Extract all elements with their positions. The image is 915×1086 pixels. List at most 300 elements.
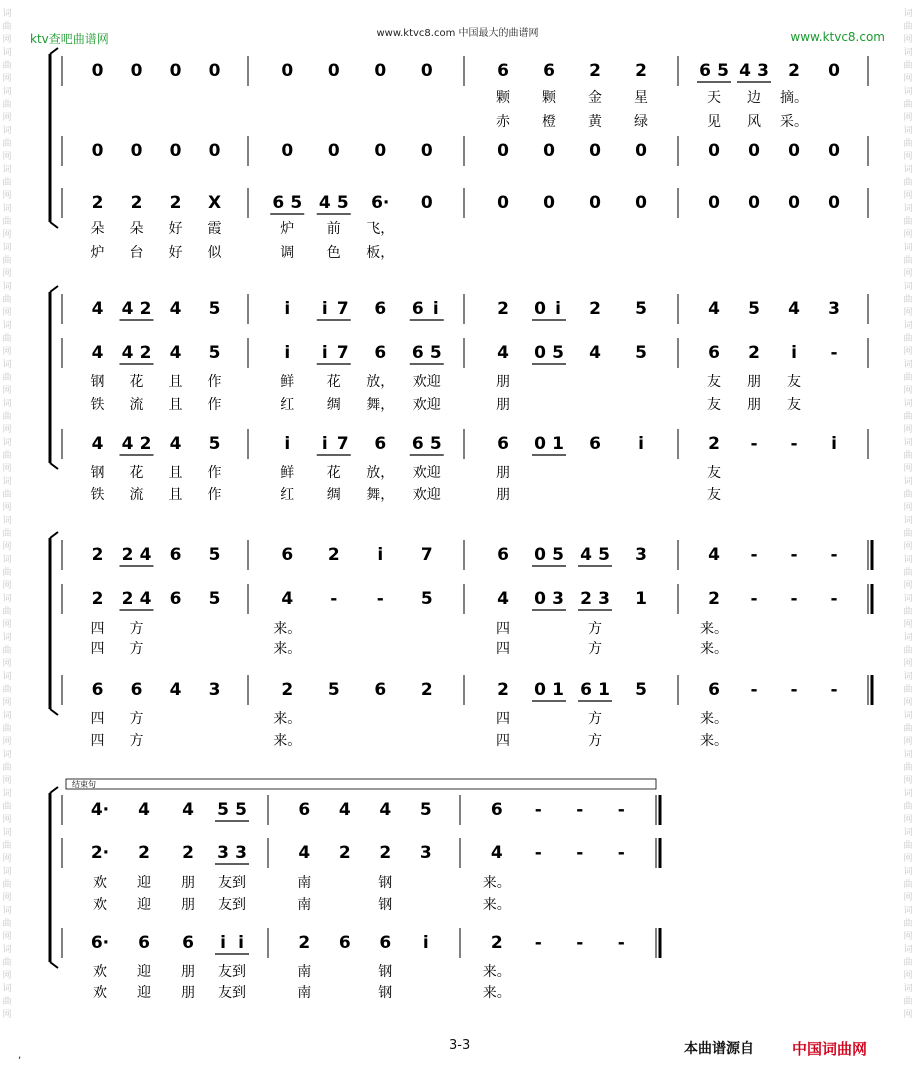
note: 2 — [139, 343, 152, 363]
note: - — [534, 933, 542, 953]
watermark-char: 词 — [903, 633, 913, 643]
watermark-char: 词 — [903, 750, 913, 760]
watermark-char: 网 — [2, 542, 12, 552]
lyric-char: 欢迎 — [412, 374, 441, 390]
source-brand[interactable]: 中国词曲网 — [792, 1040, 868, 1058]
watermark-char: 词 — [903, 516, 913, 526]
lyric-char: 友到 — [218, 897, 246, 913]
watermark-char: 词 — [903, 711, 913, 721]
note: - — [750, 680, 758, 700]
lyric-char: 迎 — [137, 897, 151, 913]
lyric-char: 好 — [168, 245, 183, 261]
watermark-char: 词 — [903, 789, 913, 799]
note: 5 — [748, 299, 760, 319]
lyric-char: 鲜 — [280, 465, 295, 481]
watermark-char: 网 — [903, 620, 913, 630]
note: 3 — [217, 843, 229, 863]
note: 4 — [121, 299, 134, 319]
note: 6 — [543, 61, 555, 81]
lyric-char: 花 — [129, 465, 144, 481]
watermark-char: 词 — [2, 867, 12, 877]
note: 0 — [169, 61, 182, 81]
note: - — [750, 589, 758, 609]
watermark-char: 词 — [2, 438, 12, 448]
note: 0 — [281, 141, 294, 161]
lyric-char: 来。 — [700, 733, 728, 749]
note: 0 — [708, 141, 720, 161]
watermark-char: 网 — [2, 74, 12, 84]
lyric-char: 板， — [366, 245, 395, 261]
coda-bracket — [66, 779, 656, 789]
lyric-char: 天 — [707, 90, 721, 106]
note: 2 — [635, 61, 647, 81]
watermark-char: 词 — [903, 48, 913, 58]
note: 6 — [272, 193, 285, 213]
note: 6 — [497, 545, 509, 565]
watermark-char: 曲 — [2, 841, 12, 851]
note: - — [750, 545, 758, 565]
watermark-char: 词 — [903, 984, 913, 994]
note: 3 — [757, 61, 769, 81]
lyric-char: 来。 — [482, 964, 511, 980]
note: 2 — [91, 193, 104, 213]
lyric-char: 且 — [168, 374, 183, 390]
watermark-char: 曲 — [2, 607, 12, 617]
watermark-char: 网 — [2, 971, 12, 981]
note: 4 — [91, 434, 104, 454]
watermark-char: 曲 — [2, 412, 12, 422]
watermark-char: 网 — [2, 347, 12, 357]
watermark-char: 网 — [903, 425, 913, 435]
system-brace-bottom — [50, 962, 58, 968]
note: i — [422, 933, 429, 953]
lyric-char: 钢 — [90, 465, 105, 481]
note: 2 — [580, 589, 592, 609]
note: 6 — [580, 680, 592, 700]
lyric-char: 摘。 — [780, 90, 808, 106]
watermark-char: 曲 — [2, 568, 12, 578]
lyric-char: 放， — [366, 374, 395, 390]
lyric-char: 友到 — [218, 875, 246, 891]
watermark-char: 词 — [2, 9, 12, 19]
note: i — [321, 434, 328, 454]
note: 6 — [169, 545, 182, 565]
note: - — [576, 800, 584, 820]
lyric-char: 流 — [129, 397, 144, 413]
note: 0 — [589, 193, 601, 213]
lyric-char: 友 — [707, 374, 721, 390]
lyric-char: 方 — [588, 733, 602, 749]
note: 5 — [290, 193, 303, 213]
lyric-char: 绸 — [326, 397, 341, 413]
lyric-char: 舞， — [366, 487, 395, 503]
watermark-char: 曲 — [2, 919, 12, 929]
watermark-char: 曲 — [2, 802, 12, 812]
lyric-char: 作 — [207, 487, 222, 503]
note: i — [555, 299, 561, 319]
note: i — [432, 299, 439, 319]
note: 0 — [543, 193, 555, 213]
watermark-char: 网 — [2, 269, 12, 279]
note: 2 — [130, 193, 143, 213]
note: - — [576, 933, 584, 953]
lyric-char: 友到 — [218, 985, 246, 1001]
lyric-char: 南 — [297, 875, 312, 891]
note: 6 — [374, 680, 387, 700]
lyric-char: 来。 — [273, 733, 302, 749]
watermark-char: 词 — [903, 945, 913, 955]
lyric-char: 绿 — [634, 114, 648, 130]
lyric-char: 方 — [129, 711, 144, 727]
lyric-char: 且 — [168, 397, 183, 413]
watermark-char: 曲 — [903, 880, 913, 890]
watermark-char: 词 — [2, 321, 12, 331]
watermark-char: 网 — [903, 698, 913, 708]
note: 4 — [589, 343, 601, 363]
watermark-char: 词 — [2, 165, 12, 175]
watermark-char: 曲 — [903, 997, 913, 1007]
note: 5 — [552, 343, 564, 363]
watermark-char: 曲 — [903, 373, 913, 383]
note: 5 — [635, 680, 647, 700]
note: 0 — [327, 61, 340, 81]
watermark-char: 网 — [2, 698, 12, 708]
watermark-char: 网 — [2, 1010, 12, 1020]
watermark-char: 曲 — [903, 802, 913, 812]
note: 6 — [589, 434, 601, 454]
watermark-char: 网 — [903, 659, 913, 669]
note: 6· — [90, 933, 110, 953]
lyric-char: 方 — [588, 711, 602, 727]
note: - — [790, 589, 798, 609]
lyric-char: 友到 — [218, 964, 246, 980]
watermark-char: 曲 — [2, 256, 12, 266]
note: 4 — [182, 800, 194, 820]
note: 0 — [374, 141, 387, 161]
note: 2· — [90, 843, 110, 863]
note: 5 — [552, 545, 564, 565]
note: 0 — [543, 141, 555, 161]
watermark-char: 词 — [2, 984, 12, 994]
lyric-char: 四 — [496, 733, 510, 749]
watermark-char: 曲 — [903, 490, 913, 500]
lyric-char: 绸 — [326, 487, 341, 503]
watermark-char: 曲 — [903, 763, 913, 773]
note: 5 — [235, 800, 247, 820]
watermark-char: 词 — [2, 750, 12, 760]
note: 2 — [338, 843, 351, 863]
watermark-char: 词 — [2, 828, 12, 838]
note: 2 — [420, 680, 433, 700]
watermark-char: 词 — [903, 828, 913, 838]
watermark-char: 曲 — [903, 256, 913, 266]
lyric-char: 飞， — [366, 221, 395, 237]
lyric-char: 四 — [496, 641, 510, 657]
note: 2 — [91, 545, 104, 565]
watermark-char: 网 — [903, 776, 913, 786]
note: 4 — [139, 589, 152, 609]
lyric-char: 欢迎 — [412, 397, 441, 413]
note: 1 — [552, 680, 564, 700]
system-brace-bottom — [50, 463, 58, 469]
watermark-char: 词 — [2, 516, 12, 526]
watermark-char: 网 — [903, 386, 913, 396]
watermark-char: 网 — [903, 230, 913, 240]
lyric-char: 四 — [496, 711, 510, 727]
lyric-char: 作 — [207, 397, 222, 413]
lyric-char: 欢 — [93, 897, 107, 913]
lyric-char: 钢 — [378, 875, 393, 891]
note: 0 — [534, 299, 546, 319]
note: 0 — [708, 193, 720, 213]
note: 7 — [336, 299, 349, 319]
note: 5 — [208, 545, 221, 565]
watermark-char: 网 — [903, 971, 913, 981]
lyric-char: 方 — [588, 621, 602, 637]
note: 4· — [90, 800, 110, 820]
note: 0 — [635, 193, 647, 213]
note: - — [617, 800, 625, 820]
watermark-char: 曲 — [903, 412, 913, 422]
lyric-char: 四 — [90, 621, 105, 637]
note: 0 — [534, 545, 546, 565]
watermark-char: 网 — [903, 503, 913, 513]
lyric-char: 四 — [90, 711, 105, 727]
watermark-char: 网 — [903, 74, 913, 84]
note: 0 — [534, 434, 546, 454]
lyric-char: 南 — [297, 985, 312, 1001]
note: 0 — [374, 61, 387, 81]
note: 2 — [121, 589, 134, 609]
watermark-char: 网 — [903, 854, 913, 864]
note: 6 — [411, 299, 424, 319]
watermark-char: 网 — [903, 737, 913, 747]
note: 5 — [717, 61, 729, 81]
lyric-char: 好 — [168, 221, 183, 237]
note: 3 — [235, 843, 247, 863]
watermark-char: 曲 — [903, 919, 913, 929]
note: 4 — [281, 589, 294, 609]
note: i — [220, 933, 226, 953]
watermark-char: 网 — [2, 35, 12, 45]
lyric-char: 钢 — [378, 985, 393, 1001]
watermark-char: 词 — [903, 321, 913, 331]
watermark-char: 网 — [2, 659, 12, 669]
note: 4 — [379, 800, 392, 820]
lyric-char: 朵 — [129, 221, 144, 237]
lyric-char: 迎 — [137, 875, 151, 891]
note: i — [284, 299, 291, 319]
watermark-char: 曲 — [903, 568, 913, 578]
watermark-char: 曲 — [2, 373, 12, 383]
watermark-char: 网 — [2, 776, 12, 786]
watermark-char: 词 — [2, 243, 12, 253]
watermark-char: 网 — [903, 893, 913, 903]
watermark-char: 曲 — [903, 451, 913, 461]
note: 1 — [552, 434, 564, 454]
watermark-char: 曲 — [903, 217, 913, 227]
site-url-right[interactable]: www.ktvc8.com — [790, 30, 885, 44]
note: 6 — [374, 343, 387, 363]
watermark-char: 网 — [903, 269, 913, 279]
note: 6 — [497, 434, 509, 454]
coda-label: 结束句 — [72, 780, 96, 789]
lyric-char: 朋 — [181, 985, 195, 1001]
lyric-char: 来。 — [482, 985, 511, 1001]
note: 7 — [336, 434, 349, 454]
watermark-char: 网 — [2, 308, 12, 318]
lyric-char: 作 — [207, 374, 222, 390]
lyric-char: 金 — [588, 90, 602, 106]
watermark-char: 词 — [903, 126, 913, 136]
note: 0 — [420, 61, 433, 81]
watermark-char: 网 — [903, 932, 913, 942]
watermark-char: 曲 — [2, 529, 12, 539]
site-name-left: ktv查吧曲谱网 — [30, 32, 109, 46]
note: i — [321, 299, 328, 319]
lyric-char: 铁 — [90, 487, 105, 503]
note: 6 — [374, 299, 387, 319]
note: 2 — [589, 61, 601, 81]
note: 4 — [338, 800, 351, 820]
note: 2 — [748, 343, 760, 363]
watermark-char: 网 — [2, 152, 12, 162]
watermark-char: 曲 — [2, 958, 12, 968]
lyric-char: 四 — [90, 733, 105, 749]
lyric-char: 似 — [207, 245, 222, 261]
note: - — [830, 545, 838, 565]
note: i — [284, 434, 291, 454]
note: - — [790, 545, 798, 565]
watermark-char: 词 — [903, 204, 913, 214]
note: 0 — [788, 193, 800, 213]
lyric-char: 鲜 — [280, 374, 295, 390]
note: X — [207, 193, 222, 213]
lyric-char: 颗 — [542, 90, 556, 106]
watermark-char: 曲 — [2, 646, 12, 656]
watermark-char: 词 — [903, 399, 913, 409]
watermark-char: 曲 — [903, 178, 913, 188]
watermark-char: 网 — [2, 620, 12, 630]
lyric-char: 来。 — [700, 621, 728, 637]
watermark-char: 词 — [903, 594, 913, 604]
note: 0 — [497, 141, 509, 161]
note: 4 — [497, 343, 509, 363]
lyric-char: 朋 — [496, 374, 510, 390]
note: 6 — [169, 589, 182, 609]
watermark-char: 网 — [2, 893, 12, 903]
note: 4 — [121, 343, 134, 363]
note: 0 — [748, 193, 760, 213]
watermark-char: 曲 — [903, 607, 913, 617]
lyric-char: 友 — [707, 397, 721, 413]
watermark-char: 曲 — [903, 295, 913, 305]
note: 2 — [169, 193, 182, 213]
note: 0 — [534, 589, 546, 609]
note: 5 — [635, 299, 647, 319]
note: - — [790, 680, 798, 700]
lyric-char: 钢 — [378, 964, 393, 980]
watermark-char: 词 — [903, 87, 913, 97]
note: - — [830, 680, 838, 700]
watermark-char: 网 — [903, 464, 913, 474]
note: 4 — [298, 843, 311, 863]
note: 2 — [708, 589, 720, 609]
note: 0 — [497, 193, 509, 213]
note: 2 — [327, 545, 340, 565]
lyric-char: 炉 — [90, 245, 105, 261]
watermark-char: 词 — [2, 672, 12, 682]
lyric-char: 花 — [129, 374, 144, 390]
note: 0 — [327, 141, 340, 161]
watermark-char: 曲 — [903, 139, 913, 149]
note: 3 — [598, 589, 610, 609]
watermark-char: 网 — [2, 113, 12, 123]
note: - — [750, 434, 758, 454]
note: 5 — [336, 193, 349, 213]
lyric-char: 放， — [366, 465, 395, 481]
note: 2 — [91, 589, 104, 609]
note: - — [830, 343, 838, 363]
note: 7 — [420, 545, 433, 565]
watermark-char: 网 — [2, 932, 12, 942]
note: 1 — [598, 680, 610, 700]
note: 0 — [169, 141, 182, 161]
lyric-char: 来。 — [273, 641, 302, 657]
lyric-char: 迎 — [137, 964, 151, 980]
system-brace-top — [50, 787, 58, 793]
watermark-char: 词 — [903, 672, 913, 682]
lyric-char: 四 — [496, 621, 510, 637]
note: 2 — [139, 299, 152, 319]
note: 4 — [138, 800, 150, 820]
note: 6· — [371, 193, 390, 213]
watermark-char: 网 — [903, 347, 913, 357]
watermark-char: 词 — [2, 555, 12, 565]
lyric-char: 霞 — [207, 221, 222, 237]
note: i — [321, 343, 328, 363]
lyric-char: 调 — [280, 245, 295, 261]
note: 6 — [138, 933, 150, 953]
lyric-char: 方 — [129, 621, 144, 637]
note: - — [376, 589, 384, 609]
note: 5 — [327, 680, 340, 700]
watermark-char: 词 — [903, 360, 913, 370]
lyric-char: 朋 — [181, 875, 195, 891]
note: 4 — [169, 343, 182, 363]
note: 0 — [130, 141, 143, 161]
note: 0 — [91, 61, 104, 81]
page-number: 3-3 — [449, 1038, 471, 1053]
note: 2 — [490, 933, 503, 953]
watermark-char: 曲 — [2, 334, 12, 344]
note: 2 — [379, 843, 392, 863]
watermark-char: 词 — [2, 282, 12, 292]
lyric-char: 舞， — [366, 397, 395, 413]
watermark-char: 曲 — [903, 22, 913, 32]
note: 0 — [589, 141, 601, 161]
lyric-char: 钢 — [378, 897, 393, 913]
footer-marker: , — [18, 1050, 22, 1061]
lyric-char: 花 — [326, 465, 341, 481]
note: 6 — [182, 933, 194, 953]
watermark-char: 曲 — [2, 139, 12, 149]
lyric-char: 方 — [129, 641, 144, 657]
lyric-char: 来。 — [700, 641, 728, 657]
note: i — [284, 343, 291, 363]
watermark-char: 曲 — [2, 490, 12, 500]
note: i — [377, 545, 384, 565]
